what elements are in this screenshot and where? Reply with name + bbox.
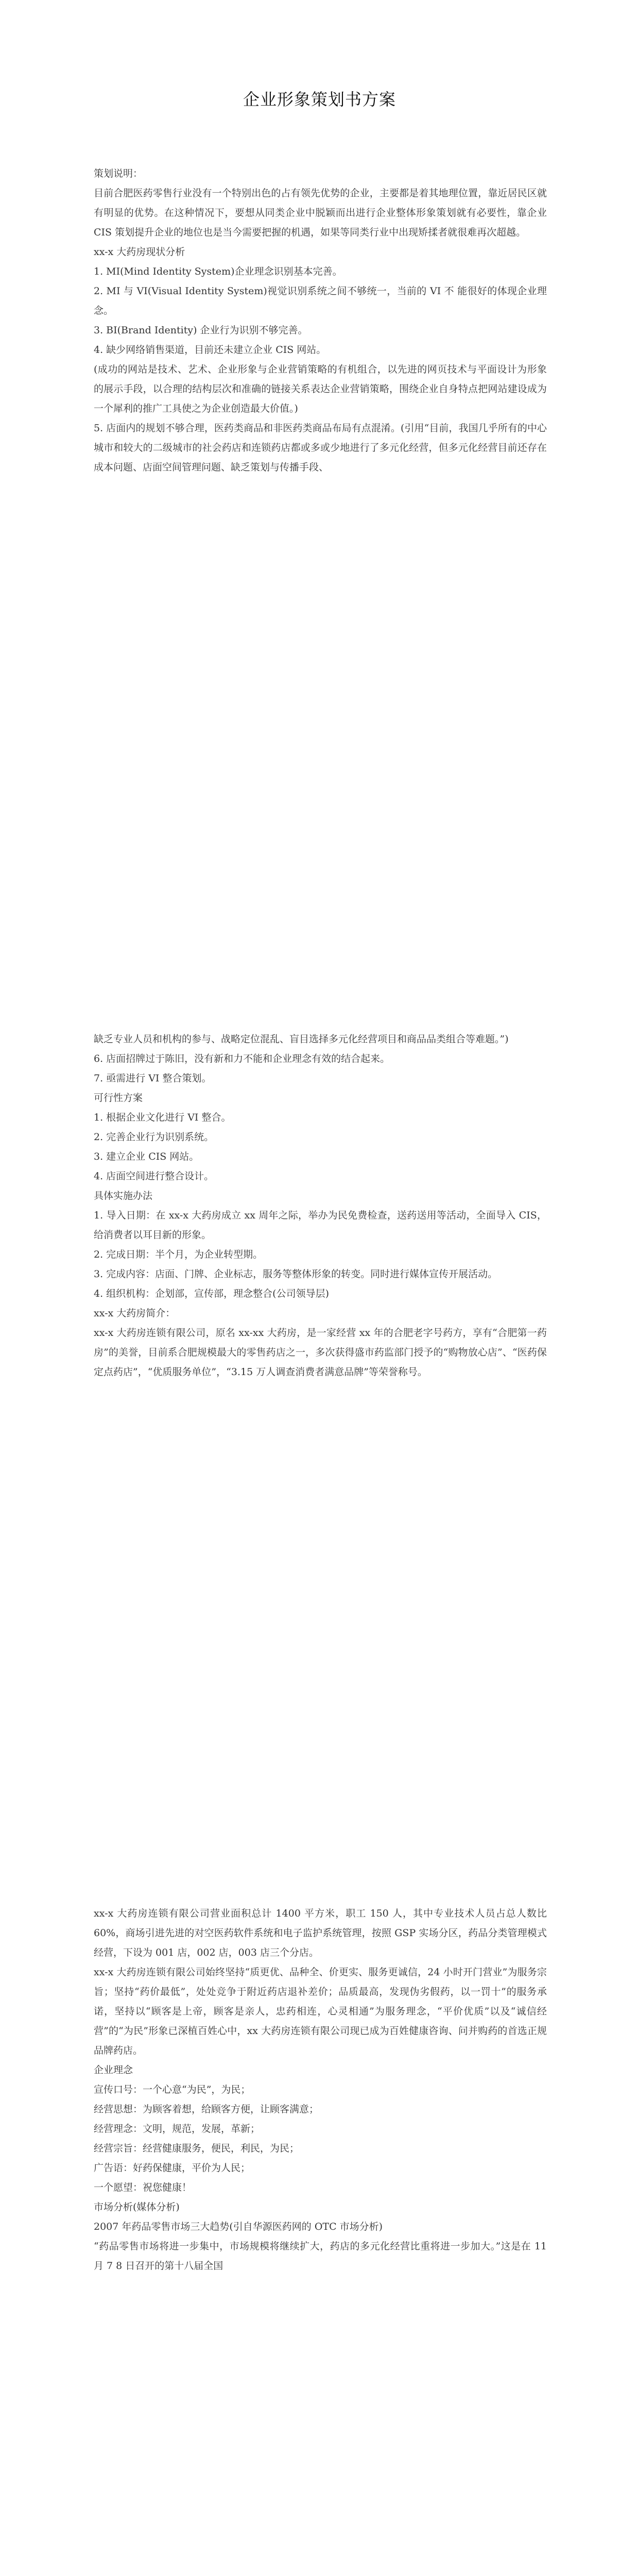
paragraph: 1. MI(Mind Identity System)企业理念识别基本完善。 [94,266,342,277]
paragraph: 2. 完成日期：半个月，为企业转型期。 [94,1249,263,1260]
paragraph: (成功的网站是技术、艺术、企业形象与企业营销策略的有机组合，以先进的网页技术与平面设计为形象的展示手段，以合理的结构层次和准确的链接关系表达企业营销策略，围绕企业自身特点把网站建设成为一个犀利的推广工具使之为企业创造最大价值。) [94,364,547,414]
paragraph: 缺乏专业人员和机构的参与、战略定位混乱、盲目选择多元化经营项目和商品品类组合等难题。”) [94,1033,509,1045]
paragraph: 3. 完成内容：店面、门牌、企业标志，服务等整体形象的转变。同时进行媒体宣传开展活动。 [94,1268,498,1280]
paragraph: 一个愿望：祝您健康！ [94,2182,192,2193]
paragraph: xx-x 大药房连锁有限公司营业面积总计 1400 平方米，职工 150 人，其中专业技术人员占总人数比 60%，商场引进先进的对空医药软件系统和电子监护系统管理，按照 GSP 实场分区，药品分类管理模式经营，下设为 001 店，002 店，003 店三个分店。 [94,1908,547,1958]
paragraph: 1. 根据企业文化进行 VI 整合。 [94,1112,231,1123]
paragraph: 市场分析(媒体分析) [94,2201,180,2213]
paragraph: 4. 组织机构：企划部，宣传部，理念整合(公司领导层) [94,1288,329,1299]
paragraph: 广告语：好药保健康，平价为人民； [94,2162,251,2174]
paragraph: 企业理念 [94,2064,133,2076]
text-block-3 [94,1904,547,2276]
paragraph: 宣传口号：一个心意“为民”，为民； [94,2084,251,2095]
paragraph: 2. 完善企业行为识别系统。 [94,1131,214,1143]
paragraph: xx-x 大药房现状分析 [94,246,185,258]
paragraph: 7. 亟需进行 VI 整合策划。 [94,1073,212,1084]
paragraph: xx-x 大药房连锁有限公司始终坚持“质更优、品种全、价更实、服务更诚信，24 小时开门营业”为服务宗旨；坚持“药价最低”，处处竞争于附近药店退补差价；品质最高，发现伪劣假药，以一罚十”的服务承诺，坚持以“顾客是上帝，顾客是亲人，忠药相连，心灵相通”为服务理念，“平价优质”以及“诚信经营”的“为民”形象已深植百姓心中，xx 大药房连锁有限公司现已成为百姓健康咨询、问并购药的首选正规品牌药店。 [94,1967,547,2056]
text-block-1 [94,164,547,477]
paragraph: 2007 年药品零售市场三大趋势(引自华源医药网的 OTC 市场分析) [94,2221,383,2232]
paragraph: 6. 店面招牌过于陈旧，没有新和力不能和企业理念有效的结合起来。 [94,1053,390,1064]
paragraph: xx-x 大药房简介： [94,1308,176,1319]
paragraph: 3. BI(Brand Identity) 企业行为识别不够完善。 [94,325,308,336]
paragraph: 经营思想：为顾客着想，给顾客方便，让顾客满意； [94,2104,319,2115]
text-block-2 [94,1029,547,1382]
paragraph: 可行性方案 [94,1092,143,1104]
paragraph: 2. MI 与 VI(Visual Identity System)视觉识别系统之间不够统一，当前的 VI 不 能很好的体现企业理念。 [94,285,547,316]
document-title: 企业形象策划书方案 [243,90,396,109]
paragraph: 4. 缺少网络销售渠道，目前还未建立企业 CIS 网站。 [94,344,326,355]
paragraph: “药品零售市场将进一步集中，市场规模将继续扩大，药店的多元化经营比重将进一步加大。”这是在 11 月 7 8 日召开的第十八届全国 [94,2241,547,2272]
paragraph: xx-x 大药房连锁有限公司，原名 xx-xx 大药房，是一家经营 xx 年的合肥老字号药方，享有“合肥第一药房”的美誉，目前系合肥规模最大的零售药店之一，多次获得盛市药监部门授予的“购物放心店”、“医药保定点药店”，“优质服务单位”，“3.15 万人调查消费者满意品牌”等荣誉称号。 [94,1327,547,1378]
paragraph: 目前合肥医药零售行业没有一个特别出色的占有领先优势的企业，主要都是着其地理位置，靠近居民区就有明显的优势。在这种情况下，要想从同类企业中脱颖而出进行企业整体形象策划就有必要性，靠企业CIS 策划提升企业的地位也是当今需要把握的机遇，如果等同类行业中出现矫揉者就很难再次超越。 [94,188,547,238]
paragraph: 4. 店面空间进行整合设计。 [94,1171,214,1182]
paragraph: 经营理念：文明，规范，发展，革新； [94,2123,261,2134]
paragraph: 5. 店面内的规划不够合理，医药类商品和非医药类商品布局有点混淆。(引用“目前，我国几乎所有的中心城市和较大的二级城市的社会药店和连锁药店都或多或少地进行了多元化经营，但多元化经营目前还存在成本问题、店面空间管理问题、缺乏策划与传播手段、 [94,422,547,473]
paragraph: 经营宗旨：经营健康服务，便民，利民，为民； [94,2143,300,2154]
paragraph: 策划说明： [94,168,143,179]
paragraph: 1. 导入日期：在 xx-x 大药房成立 xx 周年之际，举办为民免费检查，送药送用等活动，全面导入 CIS，给消费者以耳目新的形象。 [94,1210,547,1241]
paragraph: 3. 建立企业 CIS 网站。 [94,1151,199,1162]
paragraph: 具体实施办法 [94,1190,153,1201]
